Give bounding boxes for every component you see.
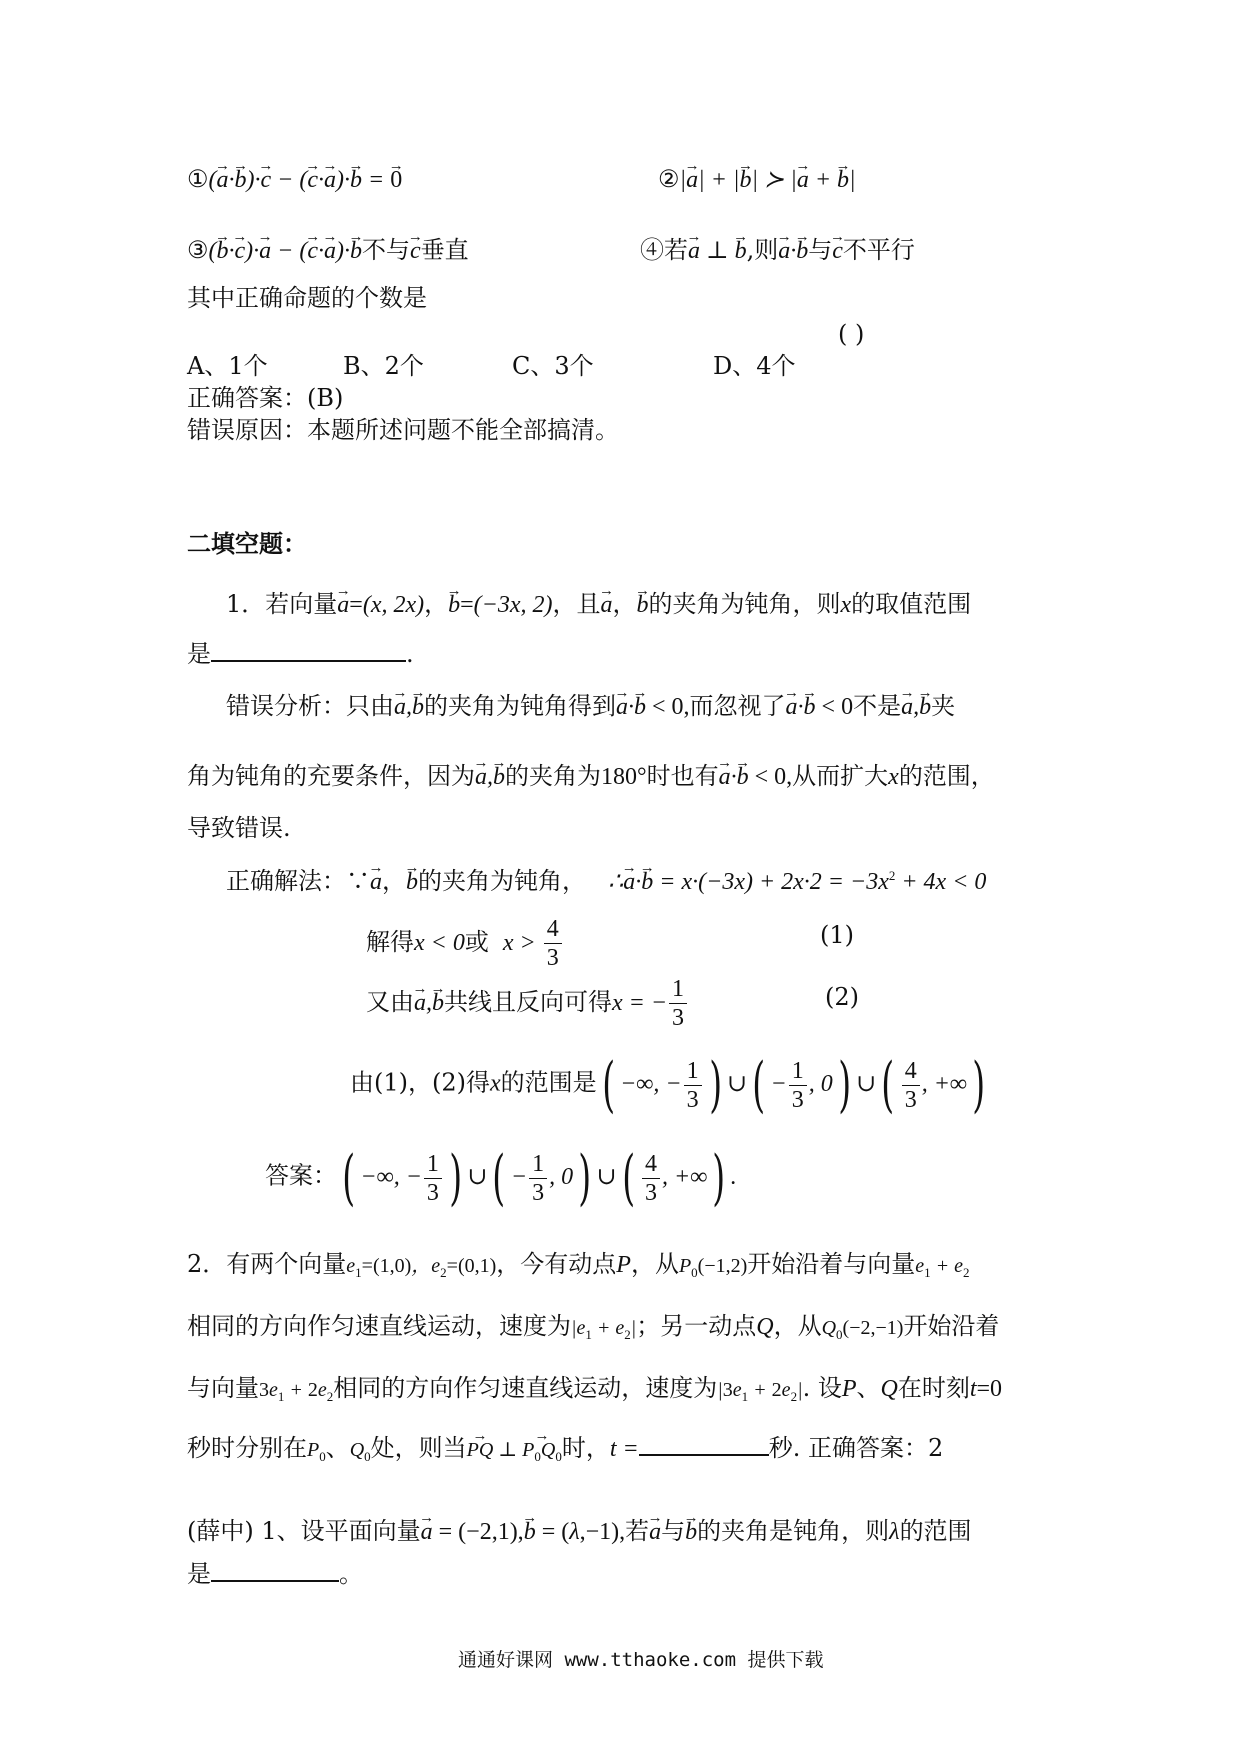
q1-solution: 正确解法：∵→ a，→ b的夹角为钝角， ∴→ $a\cdot\to b = x\cdot(-3x) + 2x\cdot 2 = -3x^2 + 4x < 0$: [226, 860, 986, 898]
option-c: C、3个: [512, 352, 594, 380]
mc-item-4: ④若→ a ⊥ → b,则→ a·→ b与→ c不平行: [640, 234, 915, 267]
correct-answer: 正确答案：(B): [187, 384, 344, 412]
q1-analysis-1: 错误分析：只由→ a,→ b的夹角为钝角得到→ a·→ b < 0,而忽视了→ a·→ b < 0不是→ a,→ b夹: [226, 690, 955, 723]
q1-line1: 1．若向量→ a=(x, 2x)，→ b=(−3x, 2)，且→ a，→ b的夹角为钝角，则x的取值范围: [226, 588, 971, 621]
q1-solve-2: 又由→ a,→ b共线且反向可得x = − $\frac{1}{3}$: [366, 975, 689, 1032]
mc-item-1: ①(→ a·→ b)·→ c − (→ c·→ a)·→ b = → 0: [187, 163, 402, 196]
answer-paren: ( ): [838, 320, 865, 348]
q3-answer-blank[interactable]: [211, 1576, 339, 1582]
footer-text: 通通好课网 www.tthaoke.com 提供下载: [458, 1649, 824, 1671]
q2-line2: 相同的方向作匀速直线运动，速度为$|e_1 + e_2|$；另一动点Q，从$Q_0(-2,-1)$开始沿着: [187, 1312, 1000, 1342]
q1-tag-1: (1): [820, 921, 854, 949]
error-reason: 错误原因：本题所述问题不能全部搞清。: [187, 416, 619, 444]
option-d: D、4个: [713, 352, 796, 380]
option-a: A、1个: [187, 352, 268, 380]
q2-line4: 秒时分别在$P_0$、$Q_0$处，则当→ PQ ⊥ → $P_0Q_0$时，t = 秒. 正确答案：2: [187, 1432, 943, 1473]
q1-solve-1: 解得x < 0或 x > $\frac{4}{3}$: [366, 915, 564, 972]
q1-answer-blank[interactable]: [211, 656, 406, 662]
question-text: 其中正确命题的个数是: [187, 284, 427, 312]
option-b: B、2个: [343, 352, 424, 380]
q1-analysis-3: 导致错误.: [187, 814, 291, 842]
q2-line1: 2．有两个向量$e_1=(1,0)$，$e_2=(0,1)$，今有动点P，从$P_0(-1,2)$开始沿着与向量$e_1 + e_2$: [187, 1250, 970, 1280]
q1-range: 由(1)，(2)得x的范围是( −∞, − $\frac{1}{3}$ ) ∪( − $\frac{1}{3}$ , 0) ∪( $\frac{4}{3}$ , +∞): [350, 1050, 986, 1120]
q2-answer-blank[interactable]: [639, 1450, 769, 1456]
q3-line2: 是 。: [187, 1560, 363, 1588]
q1-answer: 答案：( −∞, − $\frac{1}{3}$ ) ∪( − $\frac{1}{3}$ , 0) ∪( $\frac{4}{3}$ , +∞) .: [265, 1143, 737, 1213]
q3-line1: (薛中) 1、设平面向量→ a = (−2,1),→ b = (λ,−1),若→ a与→ b的夹角是钝角，则λ的范围: [187, 1515, 972, 1548]
q2-line3: 与向量$3e_1 + 2e_2$相同的方向作匀速直线运动，速度为$|3e_1 + 2e_2|$. 设P、Q在时刻t=0: [187, 1374, 1003, 1404]
q1-tag-2: (2): [825, 983, 859, 1011]
section-heading: 二填空题：: [187, 530, 307, 558]
q1-line2: 是 .: [187, 640, 414, 668]
q1-analysis-2: 角为钝角的充要条件，因为→ a,→ b的夹角为180°时也有→ a·→ b < 0,从而扩大x的范围，: [187, 760, 995, 793]
mc-item-3: ③(→ b·→ c)·→ a − (→ c·→ a)·→ b不与→ c垂直: [187, 234, 469, 267]
mc-item-2: ②|→ a| + |→ b| ≻ |→ a + → b|: [658, 163, 856, 196]
